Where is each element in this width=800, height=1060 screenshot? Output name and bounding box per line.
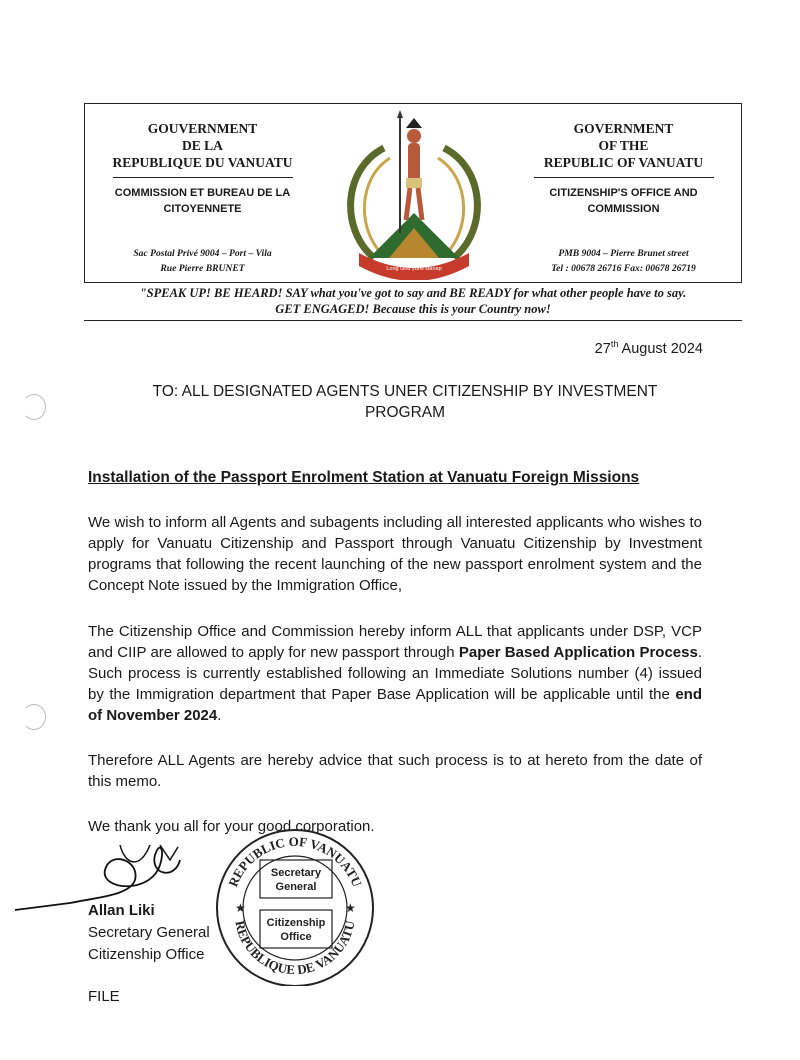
stamp-star-icon: ★: [345, 901, 356, 915]
body-paragraph: [88, 621, 702, 726]
office-line: COMMISSION: [587, 203, 660, 215]
date-suffix: th: [610, 339, 619, 349]
date-month-year: August 2024: [618, 340, 703, 357]
stamp-box-line: Citizenship: [266, 917, 326, 929]
motto: [84, 285, 742, 317]
divider: [113, 177, 293, 178]
government-name-en: [506, 120, 741, 171]
paragraph-text: The Citizenship Office and Commission hereby inform ALL that applicants under DSP, VCP and CIIP are allowed to apply for new passport through: [88, 623, 702, 661]
letter-date: [595, 339, 703, 357]
body-paragraph: Therefore ALL Agents are hereby advice that such process is to at hereto from the date of this memo.: [88, 752, 702, 790]
gov-line: REPUBLIQUE DU VANUATU: [112, 155, 293, 170]
address-en: [506, 246, 741, 276]
address-line: Sac Postal Privé 9004 – Port – Vila: [133, 248, 272, 259]
signatory-block: [88, 900, 210, 966]
address-line: PMB 9004 – Pierre Brunet street: [558, 248, 689, 259]
letterhead-english: [506, 104, 741, 282]
stamp-box-line: Secretary: [270, 867, 322, 879]
recipient-text: TO: ALL DESIGNATED AGENTS UNER CITIZENSHIP BY INVESTMENT: [152, 383, 658, 400]
paragraph-text: . Such process is currently established following an Immediate Solutions number (4) issued by the Immigration department that Paper Base Application will be applicable until the: [88, 644, 702, 703]
recipient-line: [100, 381, 710, 423]
signatory-office: Citizenship Office: [88, 946, 205, 963]
government-name-fr: [85, 120, 320, 171]
motto-line: "SPEAK UP! BE HEARD! SAY what you've got to say and BE READY for what other people have to say.: [139, 286, 687, 300]
gov-line: GOUVERNMENT: [147, 121, 258, 136]
coat-of-arms: [320, 104, 508, 282]
letterhead-french: [85, 104, 320, 282]
subject-heading: Installation of the Passport Enrolment Station at Vanuatu Foreign Missions: [88, 469, 640, 486]
punch-hole-mark: [22, 394, 46, 420]
paragraph-emphasis: Paper Based Application Process: [458, 644, 698, 661]
gov-line: DE LA: [182, 138, 223, 153]
address-line: Rue Pierre BRUNET: [160, 263, 245, 274]
signatory-title: Secretary General: [88, 924, 210, 941]
gov-line: OF THE: [598, 138, 649, 153]
office-name-en: [506, 185, 741, 217]
closing-line: We thank you all for your good corporation.: [88, 818, 375, 835]
punch-hole-mark: [22, 704, 46, 730]
stamp-bottom-text: REPUBLIQUE DE VANUATU: [232, 919, 358, 978]
gov-line: REPUBLIC OF VANUATU: [543, 155, 704, 170]
recipient-text: PROGRAM: [364, 404, 446, 421]
vanuatu-coat-of-arms-icon: [324, 108, 504, 280]
divider: [84, 320, 742, 321]
letterhead: [84, 103, 742, 283]
paragraph-emphasis: end of November 2024: [88, 686, 702, 724]
body-paragraph: We wish to inform all Agents and subagents including all interested applicants who wishes to apply for Vanuatu Citizenship and Passport through Vanuatu Citizenship by Investment programs that following the recent launching of the new passport enrolment system and the Concept Note issued by the Immigration Office,: [88, 514, 702, 594]
office-line: CITOYENNETE: [163, 203, 242, 215]
motto-line: GET ENGAGED! Because this is your Country now!: [275, 302, 551, 316]
office-line: COMMISSION ET BUREAU DE LA: [114, 187, 291, 199]
svg-text:Long God yumi stanap: Long God yumi stanap: [386, 266, 442, 272]
gov-line: GOVERNMENT: [573, 121, 674, 136]
office-line: CITIZENSHIP'S OFFICE AND: [549, 187, 698, 199]
divider: [534, 177, 714, 178]
official-stamp-icon: [205, 826, 385, 986]
stamp-box-line: General: [275, 881, 317, 893]
stamp-box-line: Office: [280, 931, 312, 943]
date-day: 27: [594, 340, 611, 357]
stamp-star-icon: ★: [235, 901, 246, 915]
address-line: Tel : 00678 26716 Fax: 00678 26719: [551, 263, 696, 274]
stamp-top-text: REPUBLIC OF VANUATU: [225, 833, 365, 889]
file-label: FILE: [88, 988, 120, 1005]
signatory-name: Allan Liki: [88, 902, 155, 919]
paragraph-text: .: [217, 707, 222, 724]
address-fr: [85, 246, 320, 276]
office-name-fr: [85, 185, 320, 217]
